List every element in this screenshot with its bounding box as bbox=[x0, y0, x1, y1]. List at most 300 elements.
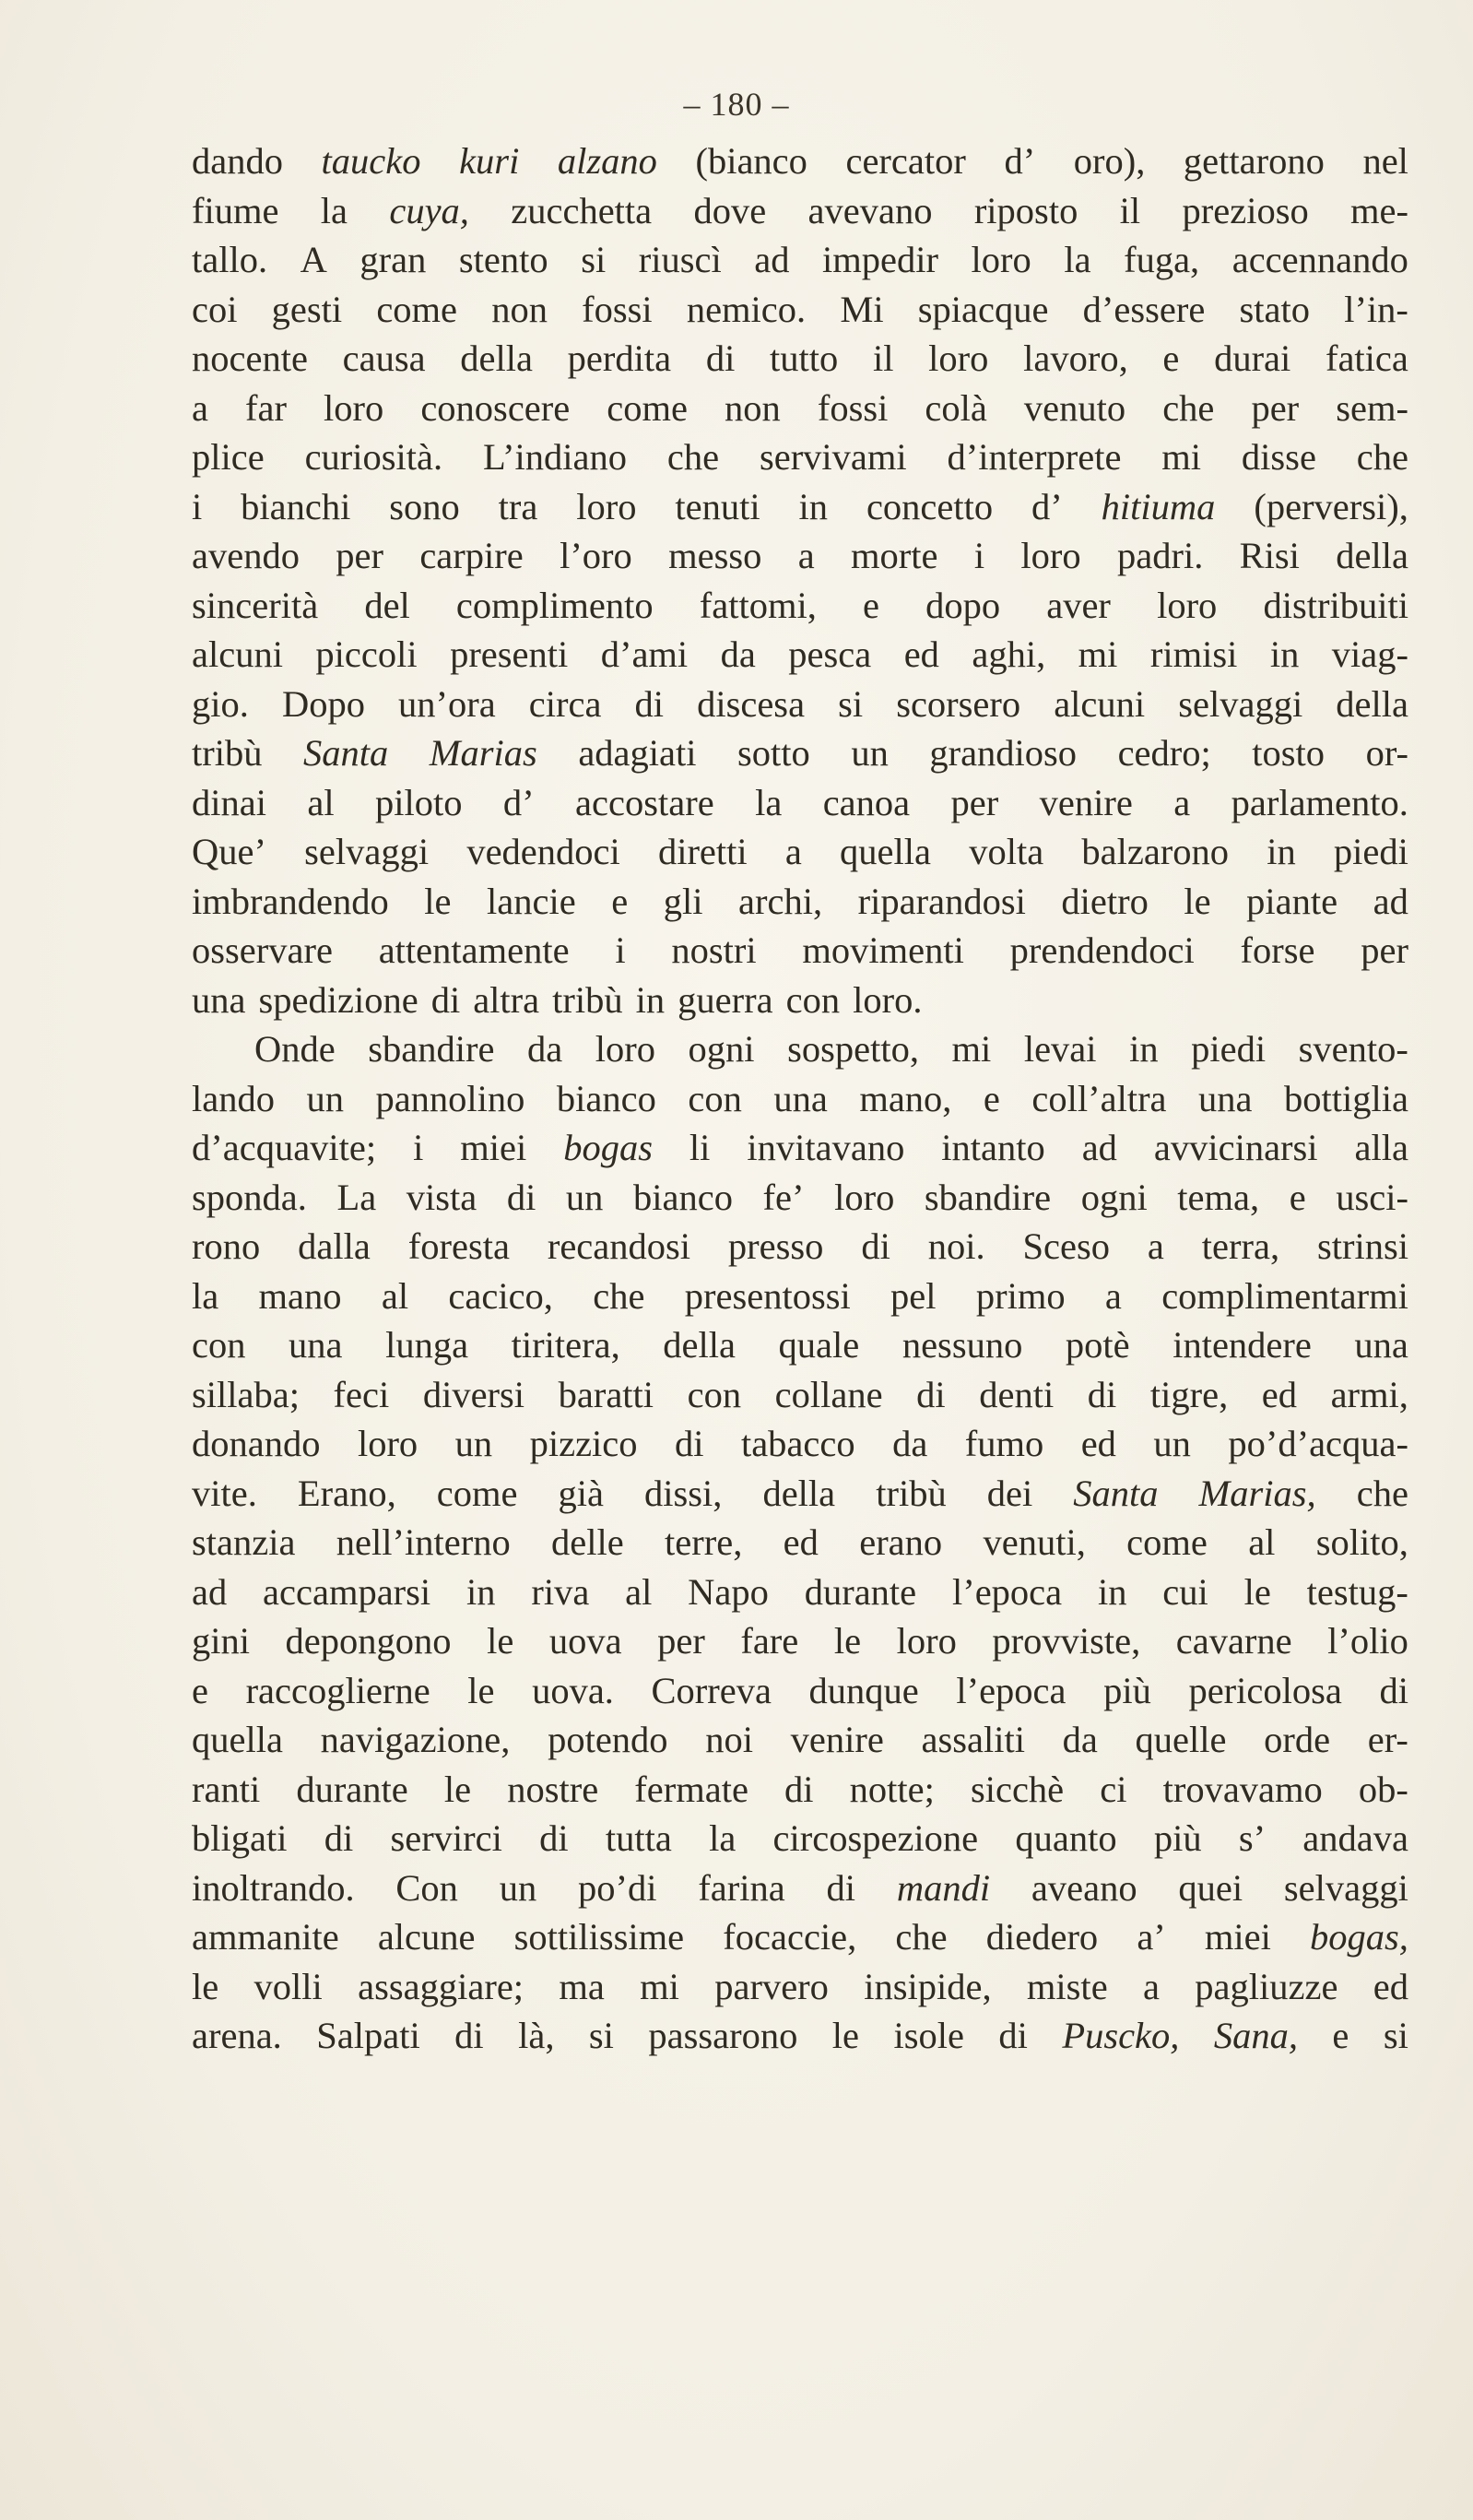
word: Risi bbox=[1239, 535, 1300, 576]
word: d’ bbox=[502, 781, 535, 823]
word: arena. bbox=[192, 2015, 282, 2056]
word: ad bbox=[1373, 880, 1408, 922]
text-line bbox=[192, 827, 1408, 877]
word: sospetto, bbox=[787, 1028, 919, 1070]
word: le bbox=[443, 1768, 472, 1810]
word: noi bbox=[705, 1719, 753, 1760]
word: volta bbox=[969, 831, 1044, 872]
word: ed bbox=[1080, 1423, 1116, 1464]
word: alcuni bbox=[192, 633, 283, 675]
word: far bbox=[245, 386, 287, 429]
text-line bbox=[192, 1469, 1408, 1519]
word: colà bbox=[925, 386, 987, 429]
word: li bbox=[689, 1127, 711, 1168]
word: spedizione bbox=[258, 978, 418, 1021]
word: miei bbox=[1204, 1916, 1271, 1958]
word: prendendoci bbox=[1009, 929, 1195, 971]
word: impedir bbox=[822, 239, 939, 280]
word: spiacque bbox=[917, 288, 1049, 330]
word: in bbox=[635, 978, 666, 1021]
word: ad bbox=[754, 239, 790, 280]
word: bligati bbox=[192, 1817, 288, 1859]
word: Erano, bbox=[297, 1472, 396, 1514]
word: Napo bbox=[688, 1570, 769, 1613]
word: l’in- bbox=[1344, 288, 1408, 330]
word: pesca bbox=[788, 633, 872, 675]
word: fiume bbox=[192, 189, 279, 231]
word: focaccie, bbox=[723, 1916, 857, 1958]
word: riposto bbox=[973, 189, 1078, 231]
text-line bbox=[192, 1715, 1408, 1765]
word: piedi bbox=[1333, 831, 1408, 872]
word: bianco bbox=[633, 1176, 733, 1218]
word: più bbox=[1103, 1669, 1151, 1711]
word: della bbox=[762, 1472, 836, 1514]
word: mandi bbox=[896, 1866, 991, 1909]
word: erano bbox=[859, 1521, 943, 1563]
word: e bbox=[863, 584, 879, 626]
word: mi bbox=[640, 1965, 679, 2007]
word: d’ bbox=[1031, 485, 1063, 527]
word: balzarono bbox=[1081, 831, 1230, 872]
text-line bbox=[192, 1518, 1408, 1568]
word: della bbox=[1336, 535, 1408, 576]
word: rono bbox=[192, 1225, 261, 1267]
word: tribù bbox=[192, 732, 263, 774]
text-line bbox=[192, 1666, 1408, 1716]
word: e bbox=[192, 1669, 208, 1711]
word: cedro; bbox=[1117, 732, 1211, 774]
word: la bbox=[320, 189, 348, 231]
word: conoscere bbox=[420, 386, 571, 429]
word: sotto bbox=[737, 732, 810, 774]
word: recandosi bbox=[547, 1225, 691, 1267]
word: or- bbox=[1365, 732, 1408, 774]
word: del bbox=[364, 584, 410, 626]
word: presso bbox=[727, 1225, 824, 1267]
word: si bbox=[588, 2015, 614, 2056]
word: della bbox=[1336, 682, 1408, 725]
word: Salpati bbox=[316, 2015, 420, 2056]
word: per bbox=[336, 535, 383, 576]
word: una bbox=[1354, 1324, 1408, 1366]
word: Sana, bbox=[1213, 2015, 1298, 2056]
word: le bbox=[1184, 880, 1211, 922]
word: Con bbox=[395, 1866, 458, 1909]
word: stanzia bbox=[192, 1521, 296, 1563]
word: non bbox=[491, 288, 548, 330]
word: là, bbox=[518, 2015, 555, 2056]
word: complimento bbox=[455, 584, 654, 626]
word: loro bbox=[971, 239, 1031, 280]
word: diversi bbox=[422, 1373, 525, 1415]
word: dissi, bbox=[644, 1472, 723, 1514]
word: non bbox=[725, 386, 781, 429]
word: dunque bbox=[808, 1669, 919, 1711]
word: trovavamo bbox=[1162, 1768, 1323, 1810]
word: Marias bbox=[429, 732, 537, 774]
word: da bbox=[1062, 1719, 1098, 1760]
word: fossi bbox=[817, 386, 889, 429]
word: per bbox=[1251, 386, 1300, 429]
word: le bbox=[424, 880, 452, 922]
word: loro bbox=[896, 1620, 957, 1662]
word: la bbox=[709, 1817, 736, 1859]
word: come bbox=[376, 288, 458, 330]
word: Mi bbox=[840, 288, 884, 330]
word: tema, bbox=[1177, 1176, 1260, 1218]
text-line bbox=[192, 680, 1408, 729]
text-line bbox=[192, 2011, 1408, 2061]
word: coi bbox=[192, 288, 238, 330]
word: Dopo bbox=[281, 682, 365, 725]
word: miei bbox=[460, 1127, 527, 1168]
word: le bbox=[487, 1620, 514, 1662]
word: sicchè bbox=[970, 1768, 1065, 1810]
word: gini bbox=[192, 1620, 251, 1662]
text-line bbox=[192, 1616, 1408, 1666]
word: al bbox=[381, 1274, 409, 1317]
word: stato bbox=[1239, 288, 1311, 330]
word: levai bbox=[1023, 1028, 1097, 1070]
word: feci bbox=[333, 1373, 390, 1415]
word: le bbox=[467, 1669, 495, 1711]
word: tiritera, bbox=[511, 1324, 620, 1366]
word: dinai bbox=[192, 781, 266, 823]
word: di bbox=[826, 1866, 856, 1909]
word: la bbox=[192, 1274, 219, 1317]
word: riva bbox=[531, 1570, 590, 1613]
word: i bbox=[973, 535, 985, 576]
word: padri. bbox=[1116, 535, 1204, 576]
word: di bbox=[634, 682, 665, 725]
word: ma bbox=[559, 1965, 605, 2007]
body-text bbox=[192, 136, 1408, 2061]
word: (bianco bbox=[695, 140, 807, 182]
word: lunga bbox=[385, 1324, 469, 1366]
word: d’acquavite; bbox=[192, 1127, 377, 1168]
word: di bbox=[916, 1373, 946, 1415]
word: d’ami bbox=[600, 633, 689, 675]
word: quella bbox=[192, 1719, 283, 1760]
word: carpire bbox=[419, 535, 524, 576]
word: di bbox=[506, 1176, 536, 1218]
word: delle bbox=[551, 1521, 624, 1563]
word: loro. bbox=[853, 978, 923, 1021]
word: durante bbox=[804, 1570, 917, 1613]
word: svento- bbox=[1298, 1028, 1408, 1070]
word: l’oro bbox=[560, 535, 632, 576]
word: loro bbox=[834, 1176, 895, 1218]
word: quale bbox=[778, 1324, 860, 1366]
text-line bbox=[192, 1272, 1408, 1321]
word: ranti bbox=[192, 1768, 261, 1810]
word: invitavano bbox=[747, 1127, 905, 1168]
word: piccoli bbox=[315, 633, 418, 675]
word: bogas, bbox=[1310, 1916, 1408, 1958]
word: in bbox=[466, 1570, 496, 1613]
word: già bbox=[558, 1472, 604, 1514]
word: parvero bbox=[714, 1965, 829, 2007]
text-line bbox=[192, 136, 1408, 186]
word: terra, bbox=[1201, 1225, 1280, 1267]
word: sottilissime bbox=[513, 1916, 685, 1958]
word: selvaggi bbox=[1178, 682, 1303, 725]
word: il bbox=[872, 337, 894, 379]
word: quelle bbox=[1135, 1719, 1227, 1760]
word: più bbox=[1153, 1817, 1202, 1859]
word: per bbox=[950, 781, 999, 823]
word: a bbox=[1147, 1225, 1164, 1267]
word: canoa bbox=[822, 781, 911, 823]
word: selvaggi bbox=[304, 831, 430, 872]
word: della bbox=[460, 337, 533, 379]
word: fare bbox=[740, 1620, 799, 1662]
word: cavarne bbox=[1175, 1620, 1292, 1662]
text-line bbox=[192, 1765, 1408, 1815]
word: fermate bbox=[634, 1768, 748, 1810]
word: cuya, bbox=[389, 189, 469, 231]
word: foresta bbox=[407, 1225, 510, 1267]
word: messo bbox=[668, 535, 762, 576]
word: Onde bbox=[254, 1028, 336, 1070]
word: d’interprete bbox=[947, 436, 1122, 478]
word: sponda. bbox=[192, 1176, 307, 1218]
word: si bbox=[1383, 2015, 1408, 2056]
word: un’ora bbox=[398, 682, 496, 725]
word: nessuno bbox=[901, 1324, 1023, 1366]
word: A bbox=[300, 239, 327, 280]
word: l’epoca bbox=[951, 1570, 1063, 1613]
word: collane bbox=[774, 1373, 883, 1415]
word: in bbox=[1129, 1028, 1159, 1070]
word: fuga, bbox=[1124, 239, 1200, 280]
word: taucko bbox=[321, 140, 421, 182]
word: durai bbox=[1214, 337, 1291, 379]
word: armi, bbox=[1330, 1373, 1408, 1415]
word: inoltrando. bbox=[192, 1866, 355, 1909]
text-line bbox=[192, 531, 1408, 581]
word: che bbox=[593, 1274, 645, 1317]
word: le bbox=[192, 1965, 219, 2007]
word: usci- bbox=[1336, 1176, 1408, 1218]
word: tra bbox=[498, 485, 538, 527]
word: gran bbox=[359, 239, 427, 280]
word: un bbox=[454, 1423, 493, 1464]
word: diretti bbox=[657, 831, 748, 872]
word: accamparsi bbox=[263, 1570, 431, 1613]
word: viag- bbox=[1331, 633, 1408, 675]
word: alla bbox=[1354, 1127, 1408, 1168]
word: archi, bbox=[738, 880, 823, 922]
word: un bbox=[851, 732, 889, 774]
word: al bbox=[307, 781, 335, 823]
text-line bbox=[192, 1074, 1408, 1124]
word: tabacco bbox=[740, 1423, 855, 1464]
word: bottiglia bbox=[1284, 1077, 1408, 1119]
word: da bbox=[892, 1423, 928, 1464]
word: il bbox=[1119, 189, 1141, 231]
word: di bbox=[998, 2015, 1028, 2056]
word: le bbox=[833, 1620, 862, 1662]
word: a bbox=[192, 386, 208, 429]
word: Correva bbox=[651, 1669, 772, 1711]
word: complimentarmi bbox=[1161, 1274, 1408, 1317]
word: tribù bbox=[552, 978, 623, 1021]
word: lando bbox=[192, 1077, 275, 1119]
word: concetto bbox=[866, 485, 994, 527]
word: un bbox=[499, 1866, 537, 1909]
word: mano bbox=[258, 1274, 342, 1317]
word: ad bbox=[1081, 1127, 1117, 1168]
word: in bbox=[1267, 831, 1296, 872]
word: un bbox=[565, 1176, 604, 1218]
word: sbandire bbox=[924, 1176, 1052, 1218]
word: attentamente bbox=[378, 929, 570, 971]
word: e bbox=[611, 880, 629, 922]
word: lancie bbox=[487, 880, 576, 922]
word: sem- bbox=[1336, 386, 1408, 429]
word: ob- bbox=[1358, 1768, 1408, 1810]
word: accostare bbox=[575, 781, 714, 823]
text-line bbox=[192, 1173, 1408, 1223]
word: cacico, bbox=[448, 1274, 553, 1317]
word: aveano bbox=[1031, 1866, 1137, 1909]
word: er- bbox=[1367, 1719, 1408, 1760]
word: testug- bbox=[1306, 1570, 1408, 1613]
text-line bbox=[192, 1222, 1408, 1272]
word: tenuti bbox=[675, 485, 760, 527]
word: Que’ bbox=[192, 831, 266, 872]
word: al bbox=[625, 1570, 653, 1613]
word: tutta bbox=[605, 1817, 672, 1859]
word: ad bbox=[192, 1570, 228, 1613]
word: kuri bbox=[459, 140, 520, 182]
word: adagiati bbox=[578, 732, 697, 774]
word: nell’interno bbox=[336, 1521, 511, 1563]
word: nostre bbox=[507, 1768, 599, 1810]
word: la bbox=[755, 781, 783, 823]
word: Marias, bbox=[1198, 1472, 1316, 1514]
word: coll’altra bbox=[1031, 1077, 1167, 1119]
text-line bbox=[192, 877, 1408, 927]
text-line bbox=[192, 630, 1408, 680]
word: circa bbox=[528, 682, 602, 725]
word: fatica bbox=[1325, 337, 1408, 379]
word: La bbox=[336, 1176, 377, 1218]
word: bianchi bbox=[241, 485, 351, 527]
word: di bbox=[1379, 1669, 1408, 1711]
word: vite. bbox=[192, 1472, 257, 1514]
word: strinsi bbox=[1316, 1225, 1408, 1267]
word: a bbox=[797, 535, 815, 576]
word: le bbox=[1243, 1570, 1271, 1613]
word: intendere bbox=[1173, 1324, 1312, 1366]
text-line bbox=[192, 1320, 1408, 1370]
word: baratti bbox=[558, 1373, 654, 1415]
word: pagliuzze bbox=[1195, 1965, 1338, 2007]
word: nostri bbox=[671, 929, 757, 971]
word: che bbox=[895, 1916, 948, 1958]
word: loro bbox=[357, 1423, 418, 1464]
text-line bbox=[192, 1962, 1408, 2012]
word: riparandosi bbox=[857, 880, 1026, 922]
word: ci bbox=[1100, 1768, 1127, 1810]
word: loro bbox=[928, 337, 989, 379]
word: d’ bbox=[1004, 140, 1036, 182]
word: quella bbox=[840, 831, 931, 872]
word: potendo bbox=[548, 1719, 668, 1760]
word: perdita bbox=[567, 337, 672, 379]
text-line bbox=[192, 482, 1408, 532]
word: venuto bbox=[1023, 386, 1126, 429]
word: venuti, bbox=[983, 1521, 1086, 1563]
word: morte bbox=[851, 535, 938, 576]
word: da bbox=[527, 1028, 563, 1070]
word: avendo bbox=[192, 535, 300, 576]
word: piedi bbox=[1191, 1028, 1267, 1070]
word: i bbox=[615, 929, 626, 971]
word: cui bbox=[1162, 1570, 1208, 1613]
word: che bbox=[666, 436, 720, 478]
word: fe’ bbox=[762, 1176, 805, 1218]
word: miste bbox=[1026, 1965, 1108, 2007]
word: plice bbox=[192, 436, 265, 478]
word: e bbox=[1332, 2015, 1349, 2056]
word: terre, bbox=[665, 1521, 743, 1563]
text-line bbox=[192, 976, 1408, 1025]
word: curiosità. bbox=[304, 436, 443, 478]
word: primo bbox=[975, 1274, 1066, 1317]
word: zucchetta bbox=[511, 189, 653, 231]
word: che bbox=[1162, 386, 1215, 429]
word: nocente bbox=[192, 337, 308, 379]
word: a bbox=[1173, 781, 1191, 823]
text-line bbox=[192, 728, 1408, 778]
word: tallo. bbox=[192, 239, 268, 280]
word: della bbox=[663, 1324, 736, 1366]
word: osservare bbox=[192, 929, 333, 971]
word: in bbox=[1269, 633, 1300, 675]
word: sbandire bbox=[368, 1028, 495, 1070]
word: isole bbox=[893, 2015, 964, 2056]
word: quei bbox=[1178, 1866, 1243, 1909]
word: Puscko, bbox=[1062, 2015, 1180, 2056]
word: nemico. bbox=[686, 288, 807, 330]
word: ed bbox=[1261, 1373, 1298, 1415]
word: che bbox=[1356, 436, 1408, 478]
word: presenti bbox=[450, 633, 569, 675]
word: hitiuma bbox=[1101, 485, 1216, 527]
word: (perversi), bbox=[1254, 485, 1408, 527]
text-line bbox=[192, 1419, 1408, 1469]
word: venire bbox=[1039, 781, 1133, 823]
word: s’ bbox=[1238, 1817, 1267, 1859]
word: tribù bbox=[876, 1472, 947, 1514]
word: una bbox=[192, 978, 246, 1021]
word: distribuiti bbox=[1263, 584, 1408, 626]
word: solito, bbox=[1315, 1521, 1408, 1563]
word: raccoglierne bbox=[245, 1669, 430, 1711]
word: dalla bbox=[298, 1225, 371, 1267]
word: loro bbox=[1157, 584, 1218, 626]
word: l’olio bbox=[1327, 1620, 1408, 1662]
word: stento bbox=[458, 239, 548, 280]
text-line bbox=[192, 1912, 1408, 1962]
word: Sceso bbox=[1022, 1225, 1110, 1267]
word: dietro bbox=[1061, 880, 1149, 922]
word: i bbox=[413, 1127, 424, 1168]
